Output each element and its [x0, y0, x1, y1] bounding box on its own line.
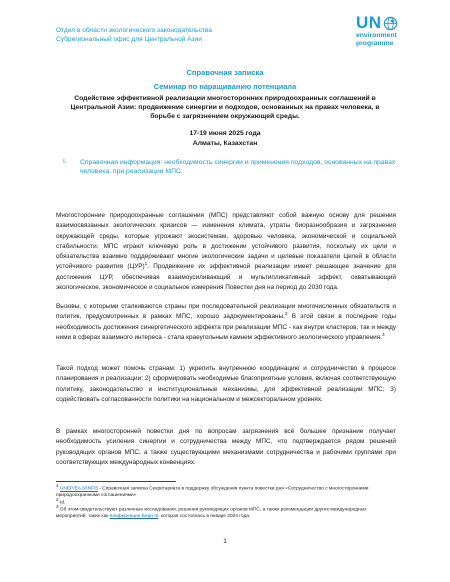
- footnote-ref-3[interactable]: 3: [382, 331, 385, 337]
- logo-un-text: UN: [356, 13, 382, 32]
- org-line-2: Субрегиональный офис для Центральной Азии: [56, 36, 202, 43]
- footnote-2: [56, 496, 396, 507]
- document-subtitle: Содействие эффективной реализации многосторонних природоохранных соглашений в Центральной Азии: продвижение синергии и подходов, основанных на правах человека, в борьбе с загрязнением окружающей среды.: [70, 95, 380, 121]
- footnote-1-link[interactable]: UNEP/EA.6/INF/6: [59, 486, 99, 492]
- seminar-title: Семинар по наращиванию потенциала: [153, 82, 297, 91]
- paragraph-3: Такой подход может помочь странам: 1) укрепить внутреннюю координацию и сотрудничество в процессе планирования и реализации; 2) сформировать необходимые благоприятные условия, включая соответствующую политику, законодательство и институциональные механизмы, для эффективной реализации МПС; 3) содействовать согласованности политики на национальном и межсекторальном уровнях.: [56, 365, 396, 403]
- footnote-2-number: 2: [56, 496, 59, 502]
- event-place: Алматы, Казахстан: [192, 140, 258, 147]
- paragraph-2-text-b: В этой связи в последние годы необходимость достижения синергетического эффекта при реализации МПС - как внутри кластеров, так и между ними в сферах взаимного интереса - стала краеугольным камнем эффективного экологического управления.: [56, 313, 396, 341]
- globe-leaf-icon: [383, 16, 398, 31]
- page-number: 1: [223, 538, 227, 545]
- logo-environment: environment: [356, 32, 397, 39]
- section-number: I.: [63, 158, 67, 165]
- footnote-2-text: Id.: [58, 500, 66, 506]
- footnote-3-link[interactable]: Конференция Берн III: [109, 514, 159, 520]
- footnote-3-text-a: Об этом свидетельствуют различные исследования, решения руководящих органов МПС, а также рекомендации других международных мероприятий, таких как: [56, 507, 367, 520]
- footnote-1-number: 1: [56, 483, 59, 488]
- paragraph-1: [56, 211, 396, 293]
- footnote-1-text: - Справочная записка Секретариата в поддержку обсуждения пункта повестки дня «Сотрудничество с многосторонними природоохранными соглашениями»: [56, 486, 369, 499]
- paragraph-1-text-a: Многосторонние природоохранные соглашения (МПС) представляют собой важную основу для решения взаимосвязанных экологических кризисов — изменения климата, утраты биоразнообразия и загрязнения окружающей среды, которые угрожают экосистемам, здоровью человека, экономической и социальной стабильности. МПС играют ключевую роль в достижении устойчивого развития, поскольку их цели и обязательства взаимно поддерживают многие экологические задачи и целевые показатели Целей в области устойчивого развития (ЦУР): [56, 212, 396, 271]
- unep-logo: [356, 14, 428, 47]
- logo-programme: programme: [356, 39, 394, 47]
- footnote-1: [56, 483, 396, 500]
- footnote-ref-1[interactable]: 1: [144, 261, 148, 267]
- footnote-ref-2[interactable]: 2: [284, 311, 288, 317]
- event-date: 17-19 июня 2025 года: [189, 130, 261, 137]
- paragraph-2: [56, 302, 396, 343]
- paragraph-4: В рамках многосторонней повестки дня по вопросам загрязнения всё большее признание получает необходимость усиления синергии и сотрудничества между МПС, что подтверждается рядом решений руководящих органов МПС, а также существующими механизмами сотрудничества и рабочими группами при соответствующих международных конвенциях.: [56, 428, 396, 466]
- footnotes: [56, 483, 396, 521]
- paragraph-1-text-b: . Продвижение их эффективной реализации имеет решающее значение для достижения ЦУР, обеспечивая взаимоусиливающий и мультипликативный эффект, охватывающий экологическое, экономическое и социальное измерения Повестки дня на период до 2030 года.: [56, 263, 396, 292]
- org-line-1: Отдел в области экологического законодательства: [56, 27, 212, 34]
- footnote-3-text-b: , которая состоялась в январе 2024 года.: [158, 514, 251, 520]
- footnote-3-number: 3: [56, 503, 59, 509]
- paragraph-2-text-a: Вызовы, с которыми сталкиваются страны при последовательной реализации многочисленных обязательств и политик, предусмотренных в рамках МПС, хорошо задокументированы.: [56, 303, 396, 321]
- section-title: Справочная информация: необходимость синергии и применения подходов, основанных на правах человека, при реализации МПС.: [80, 159, 396, 176]
- document-type: Справочная записка: [186, 68, 264, 77]
- organization-header: [56, 26, 316, 44]
- footnote-separator: [56, 481, 176, 482]
